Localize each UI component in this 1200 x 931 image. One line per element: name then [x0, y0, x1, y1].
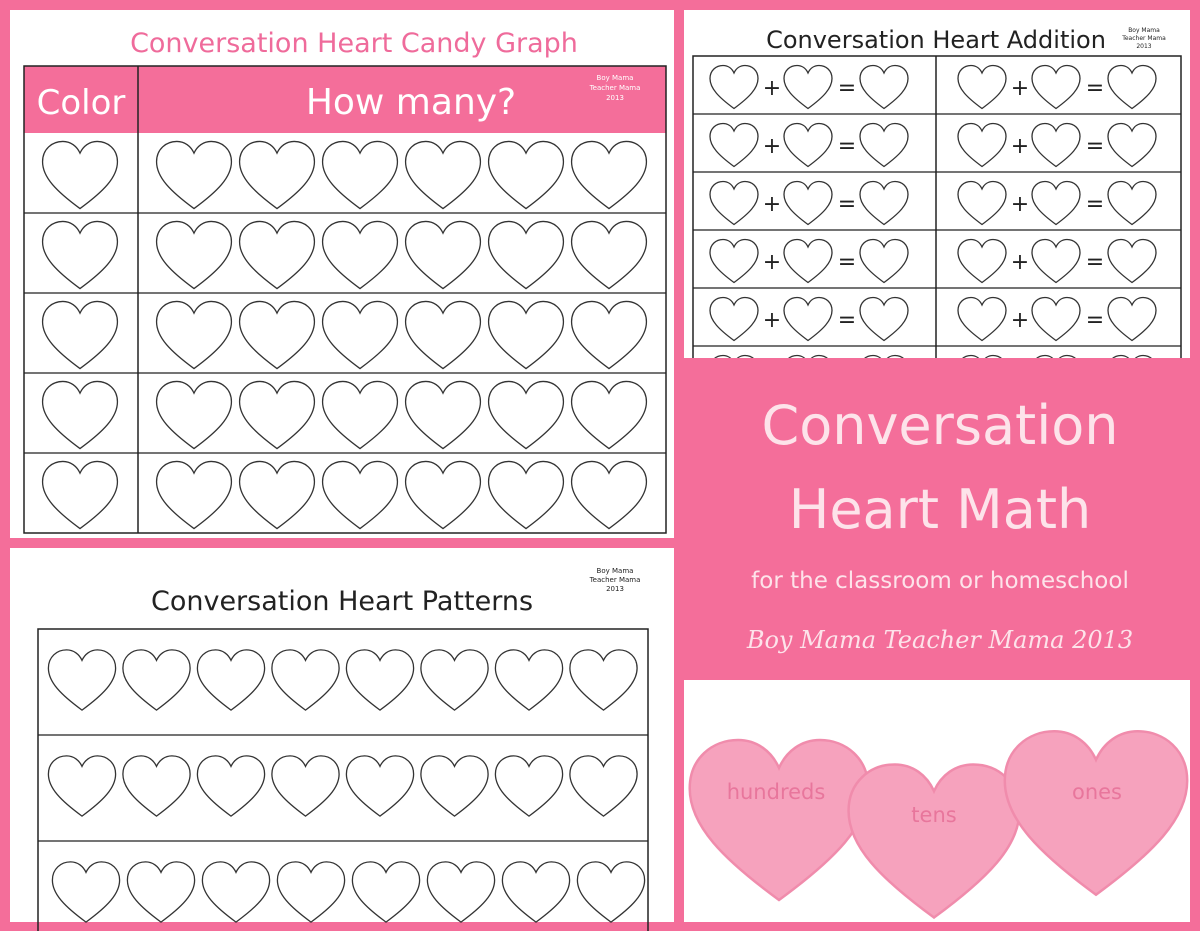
- sum-heart-icon: [860, 182, 908, 225]
- pattern-heart-icon: [277, 862, 344, 922]
- plus-sign: +: [762, 308, 782, 333]
- addition-table-border: [693, 56, 1181, 396]
- plus-sign: +: [1010, 76, 1030, 101]
- plus-sign: +: [762, 134, 782, 159]
- addition-title: Conversation Heart Addition: [766, 26, 1106, 54]
- addend-heart-icon: [710, 182, 758, 225]
- tens-label: tens: [911, 803, 957, 827]
- color-heart-icon: [43, 221, 118, 288]
- equals-sign: =: [837, 134, 857, 159]
- pattern-heart-icon: [421, 650, 488, 710]
- addend-heart-icon: [784, 182, 832, 225]
- addend-heart-icon: [958, 240, 1006, 283]
- addend-heart-icon: [1032, 66, 1080, 109]
- count-heart-icon: [240, 221, 315, 288]
- patterns-panel: [10, 548, 674, 922]
- count-heart-icon: [157, 141, 232, 208]
- pattern-heart-icon: [577, 862, 644, 922]
- addend-heart-icon: [784, 124, 832, 167]
- graph-credit-line-2: Teacher Mama: [589, 84, 641, 92]
- sum-heart-icon: [1108, 124, 1156, 167]
- addend-heart-icon: [958, 298, 1006, 341]
- count-heart-icon: [572, 381, 647, 448]
- addend-heart-icon: [1032, 240, 1080, 283]
- patterns-title: Conversation Heart Patterns: [150, 586, 534, 617]
- color-heart-icon: [43, 381, 118, 448]
- place-value-panel: [684, 680, 1190, 922]
- pattern-heart-icon: [502, 862, 569, 922]
- addend-heart-icon: [958, 124, 1006, 167]
- color-heart-icon: [43, 461, 118, 528]
- pattern-heart-icon: [570, 650, 637, 710]
- pattern-heart-icon: [421, 756, 488, 816]
- color-column-header: Color: [36, 83, 126, 123]
- pattern-heart-icon: [123, 650, 190, 710]
- plus-sign: +: [1010, 308, 1030, 333]
- color-heart-icon: [43, 141, 118, 208]
- equals-sign: =: [837, 308, 857, 333]
- equals-sign: =: [1085, 76, 1105, 101]
- how-many-column-header: How many?: [305, 82, 517, 123]
- equals-sign: =: [1085, 192, 1105, 217]
- addend-heart-icon: [1032, 298, 1080, 341]
- count-heart-icon: [572, 301, 647, 368]
- count-heart-icon: [240, 141, 315, 208]
- addend-heart-icon: [784, 298, 832, 341]
- addend-heart-icon: [958, 66, 1006, 109]
- count-heart-icon: [489, 141, 564, 208]
- count-heart-icon: [157, 301, 232, 368]
- count-heart-icon: [406, 381, 481, 448]
- count-heart-icon: [572, 221, 647, 288]
- plus-sign: +: [1010, 134, 1030, 159]
- banner-line-1: Conversation: [761, 394, 1119, 457]
- count-heart-icon: [323, 141, 398, 208]
- pattern-heart-icon: [495, 650, 562, 710]
- equals-sign: =: [1085, 308, 1105, 333]
- count-heart-icon: [157, 221, 232, 288]
- addition-sheet: [684, 10, 1190, 358]
- pattern-heart-icon: [202, 862, 269, 922]
- banner-line-2: Heart Math: [788, 478, 1092, 541]
- addition-panel: [684, 10, 1190, 358]
- count-heart-icon: [157, 381, 232, 448]
- addend-heart-icon: [710, 124, 758, 167]
- addend-heart-icon: [710, 240, 758, 283]
- count-heart-icon: [240, 301, 315, 368]
- hundreds-label: hundreds: [726, 780, 826, 804]
- addend-heart-icon: [958, 182, 1006, 225]
- plus-sign: +: [762, 76, 782, 101]
- sum-heart-icon: [1108, 66, 1156, 109]
- candy-graph-title: Conversation Heart Candy Graph: [130, 28, 578, 59]
- count-heart-icon: [406, 141, 481, 208]
- count-heart-icon: [406, 461, 481, 528]
- count-heart-icon: [572, 461, 647, 528]
- count-heart-icon: [240, 461, 315, 528]
- count-heart-icon: [323, 301, 398, 368]
- place-value-art: [684, 680, 1190, 922]
- title-banner: [684, 358, 1190, 680]
- pattern-heart-icon: [272, 756, 339, 816]
- candy-graph-panel: [10, 10, 674, 538]
- pattern-heart-icon: [52, 862, 119, 922]
- addition-grid: [693, 66, 1181, 405]
- addend-heart-icon: [784, 66, 832, 109]
- patterns-sheet: [10, 548, 674, 922]
- pattern-heart-icon: [48, 756, 115, 816]
- pattern-heart-icon: [197, 650, 264, 710]
- hundreds-heart-icon: [690, 740, 869, 900]
- sum-heart-icon: [1108, 298, 1156, 341]
- pattern-heart-icon: [570, 756, 637, 816]
- count-heart-icon: [157, 461, 232, 528]
- pattern-heart-icon: [352, 862, 419, 922]
- addition-credit-line-1: Boy Mama: [1128, 27, 1160, 34]
- sum-heart-icon: [1108, 182, 1156, 225]
- graph-credit-line-1: Boy Mama: [596, 74, 634, 82]
- equals-sign: =: [837, 250, 857, 275]
- patterns-grid: [38, 650, 648, 922]
- tens-heart-icon: [849, 764, 1020, 917]
- pattern-heart-icon: [427, 862, 494, 922]
- plus-sign: +: [1010, 250, 1030, 275]
- equals-sign: =: [837, 192, 857, 217]
- pattern-heart-icon: [127, 862, 194, 922]
- sum-heart-icon: [860, 66, 908, 109]
- place-value-hearts: [690, 731, 1187, 917]
- ones-heart-icon: [1005, 731, 1187, 894]
- count-heart-icon: [489, 381, 564, 448]
- sum-heart-icon: [860, 124, 908, 167]
- addition-credit-line-3: 2013: [1136, 43, 1152, 50]
- count-heart-icon: [572, 141, 647, 208]
- pattern-heart-icon: [495, 756, 562, 816]
- pattern-heart-icon: [272, 650, 339, 710]
- addend-heart-icon: [784, 240, 832, 283]
- banner-subtitle: for the classroom or homeschool: [751, 568, 1129, 594]
- equals-sign: =: [837, 76, 857, 101]
- color-heart-icon: [43, 301, 118, 368]
- pattern-heart-icon: [123, 756, 190, 816]
- title-banner-art: [684, 358, 1190, 680]
- pattern-heart-icon: [346, 650, 413, 710]
- graph-heart-grid: [24, 141, 666, 528]
- plus-sign: +: [762, 250, 782, 275]
- banner-signature: Boy Mama Teacher Mama 2013: [746, 626, 1134, 654]
- addend-heart-icon: [1032, 124, 1080, 167]
- count-heart-icon: [323, 381, 398, 448]
- graph-credit-line-3: 2013: [606, 94, 624, 102]
- pattern-heart-icon: [346, 756, 413, 816]
- count-heart-icon: [323, 221, 398, 288]
- sum-heart-icon: [860, 240, 908, 283]
- addend-heart-icon: [1032, 182, 1080, 225]
- addition-credit-line-2: Teacher Mama: [1122, 35, 1166, 42]
- plus-sign: +: [1010, 192, 1030, 217]
- addend-heart-icon: [710, 66, 758, 109]
- patterns-table-border: [38, 629, 648, 931]
- count-heart-icon: [489, 301, 564, 368]
- graph-table-border: [24, 66, 666, 533]
- count-heart-icon: [323, 461, 398, 528]
- pattern-heart-icon: [197, 756, 264, 816]
- patterns-credit-line-3: 2013: [606, 585, 624, 593]
- equals-sign: =: [1085, 134, 1105, 159]
- ones-label: ones: [1071, 780, 1123, 804]
- sum-heart-icon: [860, 298, 908, 341]
- pattern-heart-icon: [48, 650, 115, 710]
- patterns-credit-line-2: Teacher Mama: [589, 576, 641, 584]
- count-heart-icon: [489, 221, 564, 288]
- count-heart-icon: [489, 461, 564, 528]
- count-heart-icon: [406, 301, 481, 368]
- addend-heart-icon: [710, 298, 758, 341]
- count-heart-icon: [406, 221, 481, 288]
- patterns-credit-line-1: Boy Mama: [596, 567, 634, 575]
- plus-sign: +: [762, 192, 782, 217]
- equals-sign: =: [1085, 250, 1105, 275]
- sum-heart-icon: [1108, 240, 1156, 283]
- candy-graph-sheet: [10, 10, 674, 538]
- count-heart-icon: [240, 381, 315, 448]
